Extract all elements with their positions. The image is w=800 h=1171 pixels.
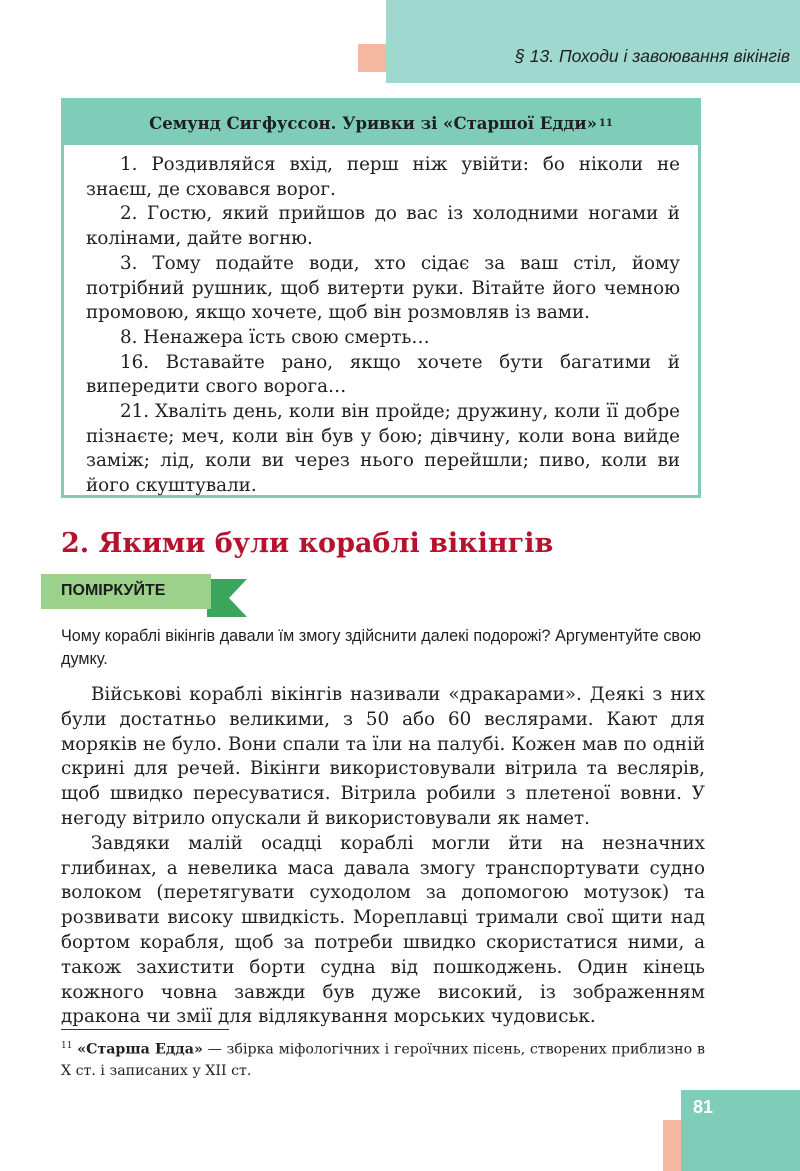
footnote-text: — збірка міфологічних і героїчних пісень, створених приблизно в X ст. і записаних у XII ст. — [61, 1041, 705, 1079]
footnote-term: «Старша Едда» — [77, 1041, 203, 1058]
body-paragraph: Військові кораблі вікінгів називали «дракарами». Деякі з них були достатньо великими, з 50 або 60 веслярами. Кают для моряків не було. Вони спали та їли на палубі. Кожен мав по одній скрині для речей. Вікінги використовували вітрила та веслярів, щоб швидко пересуватися. Вітрила робили з плетеної вовни. У негоду вітрило опускали й використовували як намет. — [61, 684, 705, 829]
source-line: 3. Тому подайте води, хто сідає за ваш стіл, йому потрібний рушник, щоб витерти руки. Вітайте його чемною промовою, якщо хочете, щоб він розмовляв із вами. — [86, 252, 680, 324]
source-title: Семунд Сигфуссон. Уривки зі «Старшої Едди» — [149, 113, 597, 133]
ribbon-flag-icon — [207, 579, 247, 617]
source-box — [61, 98, 701, 498]
section-heading: 2. Якими були кораблі вікінгів — [61, 528, 554, 559]
page-number-accent — [663, 1120, 681, 1171]
source-footnote-ref: 11 — [598, 117, 613, 129]
page-number: 81 — [692, 1097, 714, 1117]
source-line: 16. Вставайте рано, якщо хочете бути багатими й випередити свого ворога… — [86, 351, 680, 398]
footnote-number: 11 — [61, 1041, 73, 1051]
main-text — [61, 683, 705, 1030]
source-text — [86, 153, 680, 499]
header-band — [386, 0, 800, 83]
source-line: 8. Ненажера їсть свою смерть… — [120, 326, 430, 348]
think-question-text: Чому кораблі вікінгів давали їм змогу здійснити далекі подорожі? Аргументуйте свою думку. — [61, 627, 701, 668]
footnote-divider — [61, 1029, 229, 1030]
body-paragraph: Завдяки малій осадці кораблі могли йти на незначних глибинах, а невелика маса давала змогу транспортувати судно волоком (перетягувати суходолом за допомогою мотузок) та розвивати високу швидкість. Мореплавці тримали свої щити над бортом корабля, щоб за потреби швидко скористатися ними, а також захистити борти судна від пошкоджень. Один кінець кожного човна завжди був дуже високий, із зображенням дракона чи змії для відлякування морських чудовиськ. — [61, 832, 705, 1028]
source-line: 2. Гостю, який прийшов до вас із холодними ногами й колінами, дайте вогню. — [86, 203, 680, 250]
footnote — [61, 1036, 705, 1082]
source-line: 21. Хваліть день, коли він пройде; дружину, коли її добре пізнаєте; меч, коли він був у бою; дівчину, коли вона вийде заміж; лід, коли ви через нього перейшли; пиво, коли ви його скуштували. — [86, 401, 680, 497]
think-question — [61, 625, 701, 670]
think-badge-label: ПОМІРКУЙТЕ — [61, 582, 166, 599]
source-line: 1. Роздивляйся вхід, перш ніж увійти: бо ніколи не знаєш, де сховався ворог. — [86, 154, 680, 200]
source-box-header — [64, 101, 698, 145]
running-header-title: § 13. Походи і завоювання вікінгів — [515, 46, 790, 66]
